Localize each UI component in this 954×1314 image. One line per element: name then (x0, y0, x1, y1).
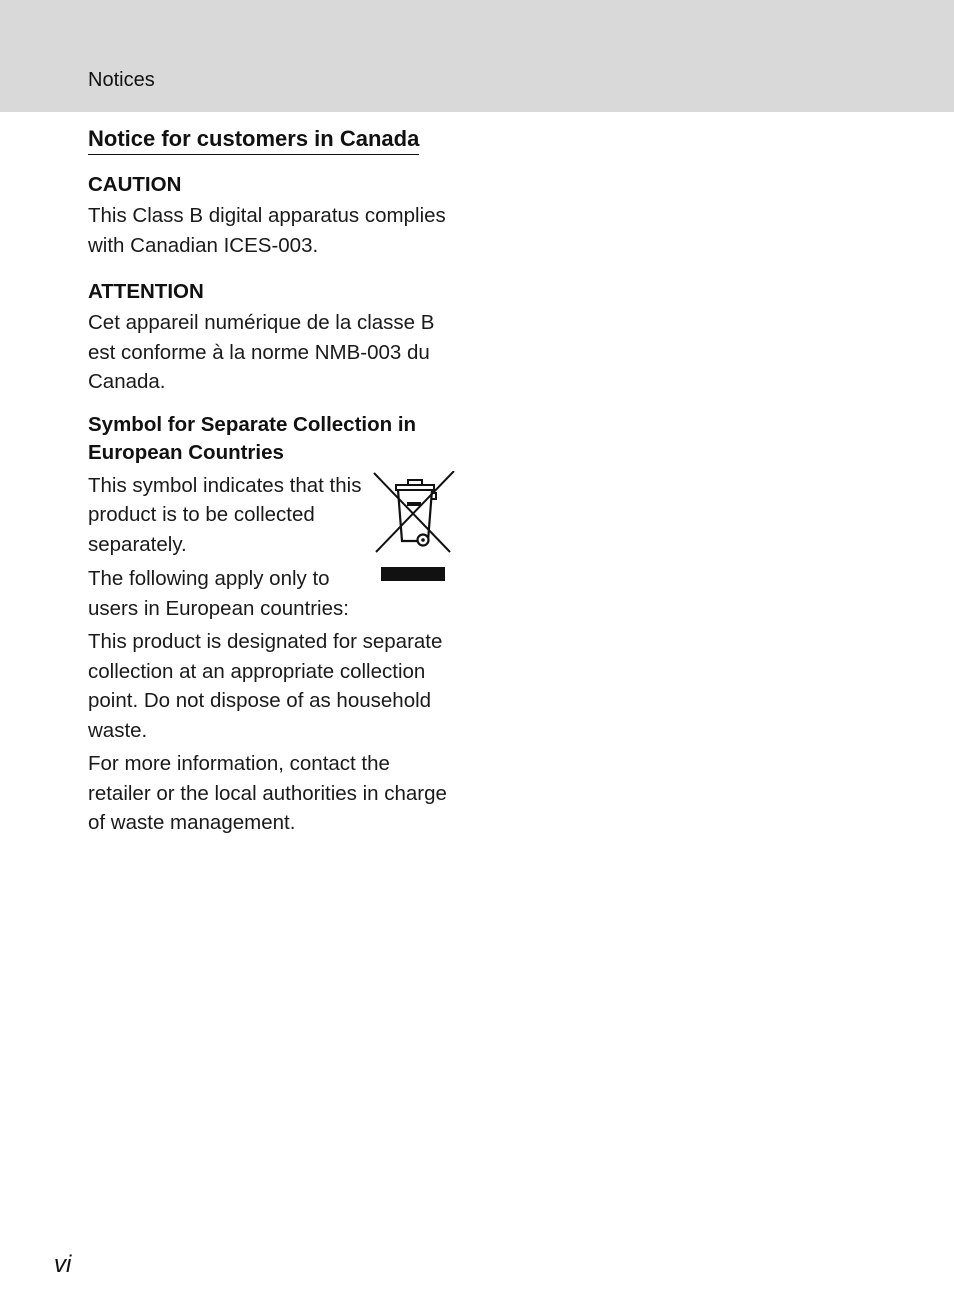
section-title: Notice for customers in Canada (88, 124, 419, 155)
attention-heading: ATTENTION (88, 280, 204, 303)
section-label: Notices (88, 69, 155, 91)
more-info-text: For more information, contact the retailer or the local authorities in charge of waste management. (88, 752, 447, 834)
crossed-out-wheelie-bin-icon (372, 471, 456, 585)
designated-text: This product is designated for separate collection at an appropriate collection point. Do not dispose of as household waste. (88, 630, 443, 742)
caution-heading: CAUTION (88, 173, 182, 196)
caution-text: This Class B digital apparatus complies with Canadian ICES-003. (88, 204, 446, 257)
symbol-text: This symbol indicates that this product is to be collected separately. (88, 473, 362, 556)
header-band (0, 0, 954, 112)
europe-heading: Symbol for Separate Collection in European Countries (88, 412, 417, 464)
attention-text: Cet appareil numérique de la classe B est conforme à la norme NMB-003 du Canada. (88, 311, 435, 393)
weee-block (88, 471, 456, 624)
main-content (88, 124, 456, 838)
page-number: vi (54, 1251, 72, 1278)
apply-text: The following apply only to users in European countries: (88, 567, 349, 620)
